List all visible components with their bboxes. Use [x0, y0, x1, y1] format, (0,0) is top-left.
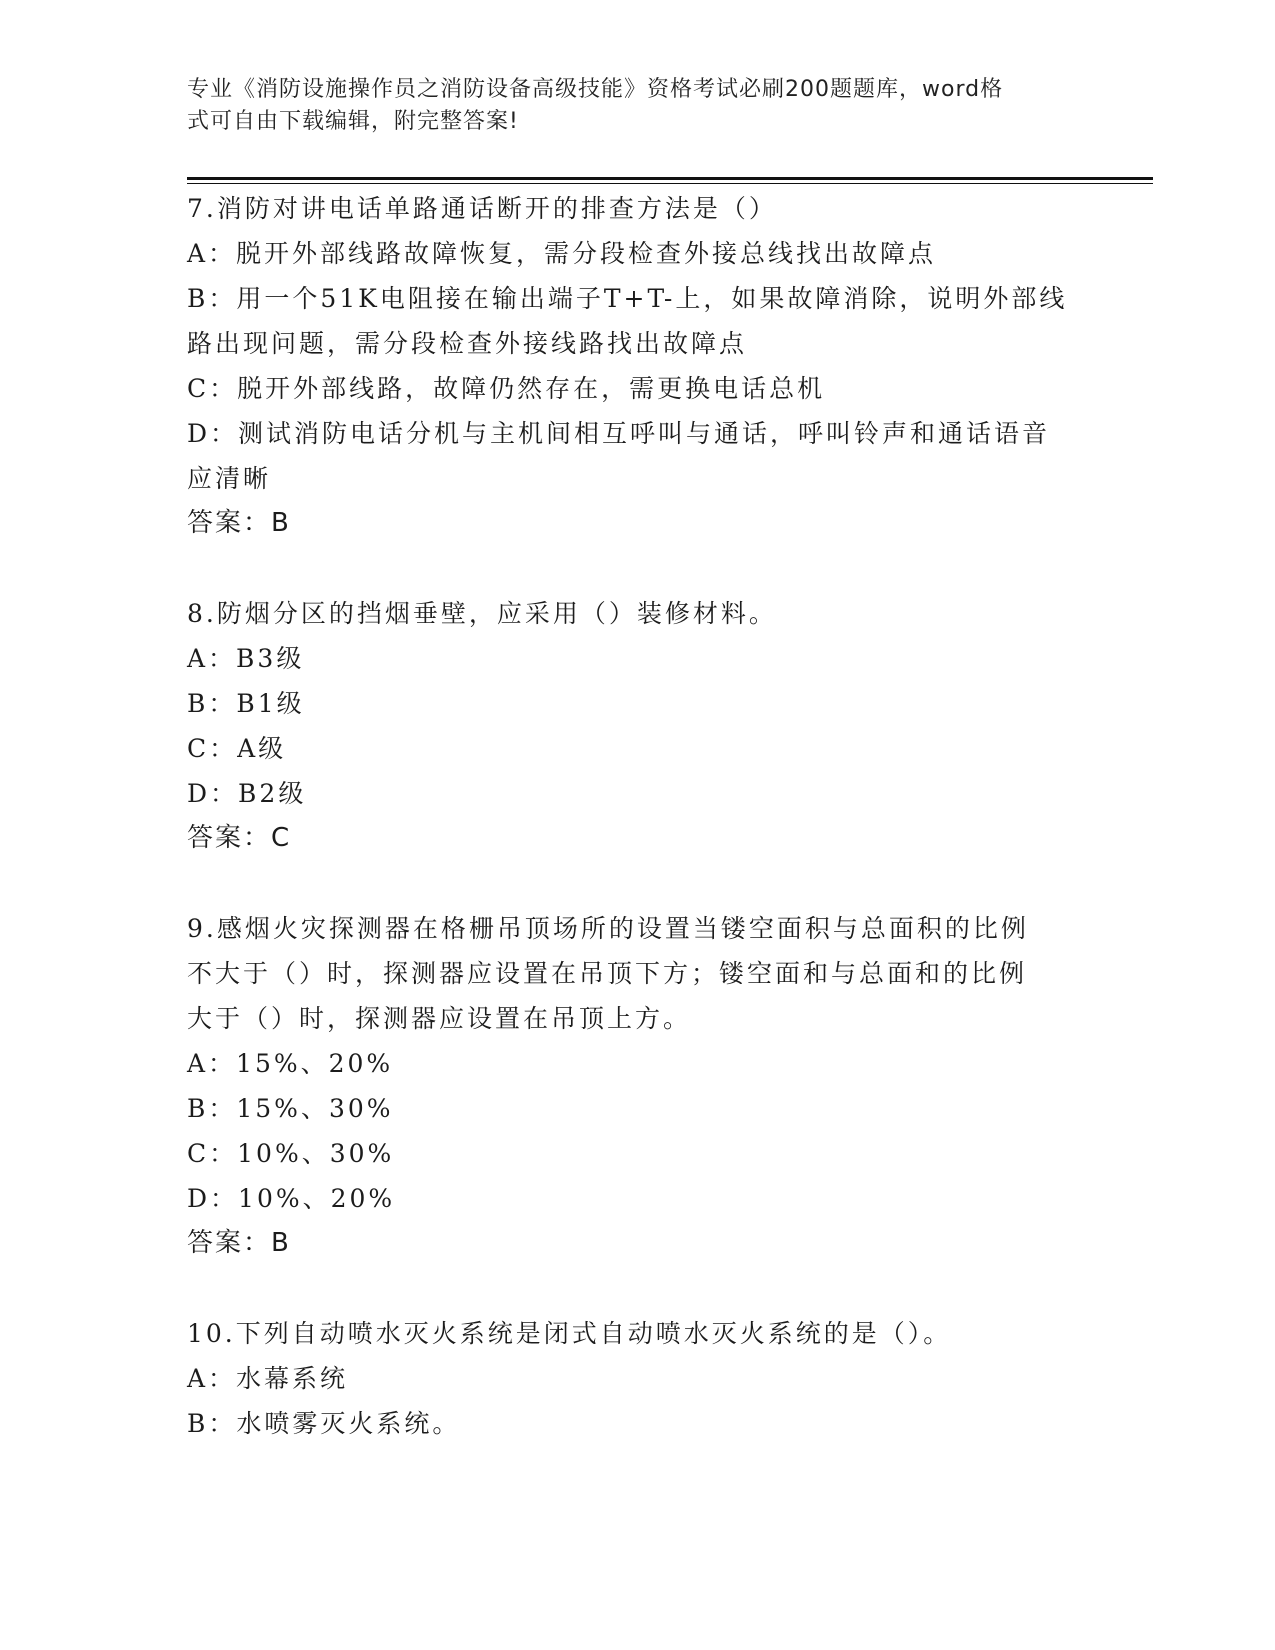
- option-b: B：水喷雾灭火系统。: [187, 1409, 461, 1438]
- header-rule-thick: [187, 177, 1153, 180]
- answer: 答案：B: [187, 1228, 291, 1258]
- header-rule-thin: [187, 183, 1153, 184]
- option-b-continued: 路出现问题，需分段检查外接线路找出故障点: [187, 329, 748, 358]
- option-b: B：15%、30%: [187, 1094, 394, 1123]
- option-d-continued: 应清晰: [187, 464, 272, 493]
- document-header: [187, 74, 1067, 138]
- question-stem: 10.下列自动喷水灭火系统是闭式自动喷水灭火系统的是（）。: [187, 1319, 952, 1348]
- question-7: [187, 186, 1087, 546]
- header-line-1: 专业《消防设施操作员之消防设备高级技能》资格考试必刷200题题库，word格: [187, 77, 1004, 102]
- option-b: B：用一个51K电阻接在输出端子T+T-上，如果故障消除，说明外部线: [187, 284, 1068, 313]
- header-line-2: 式可自由下载编辑，附完整答案!: [187, 109, 519, 134]
- question-stem: 8.防烟分区的挡烟垂壁，应采用（）装修材料。: [187, 599, 777, 628]
- option-c: C：10%、30%: [187, 1139, 395, 1168]
- question-10: [187, 1311, 1087, 1446]
- question-8: [187, 591, 1087, 861]
- option-a: A：水幕系统: [187, 1364, 349, 1393]
- option-a: A：B3级: [187, 644, 305, 673]
- option-d: D：10%、20%: [187, 1184, 396, 1213]
- option-d: D：测试消防电话分机与主机间相互呼叫与通话，呼叫铃声和通话语音: [187, 419, 1051, 448]
- question-stem-continued: 大于（）时，探测器应设置在吊顶上方。: [187, 1004, 692, 1033]
- option-c: C：脱开外部线路，故障仍然存在，需更换电话总机: [187, 374, 826, 403]
- question-stem: 7.消防对讲电话单路通话断开的排查方法是（）: [187, 194, 777, 223]
- answer: 答案：C: [187, 823, 292, 853]
- answer: 答案：B: [187, 508, 291, 538]
- option-b: B：B1级: [187, 689, 305, 718]
- question-list: [187, 186, 1087, 1491]
- question-stem: 9.感烟火灾探测器在格栅吊顶场所的设置当镂空面积与总面积的比例: [187, 914, 1029, 943]
- option-a: A：脱开外部线路故障恢复，需分段检查外接总线找出故障点: [187, 239, 937, 268]
- question-9: [187, 906, 1087, 1266]
- option-d: D：B2级: [187, 779, 307, 808]
- question-stem-continued: 不大于（）时，探测器应设置在吊顶下方；镂空面和与总面和的比例: [187, 959, 1028, 988]
- option-c: C：A级: [187, 734, 287, 763]
- option-a: A：15%、20%: [187, 1049, 394, 1078]
